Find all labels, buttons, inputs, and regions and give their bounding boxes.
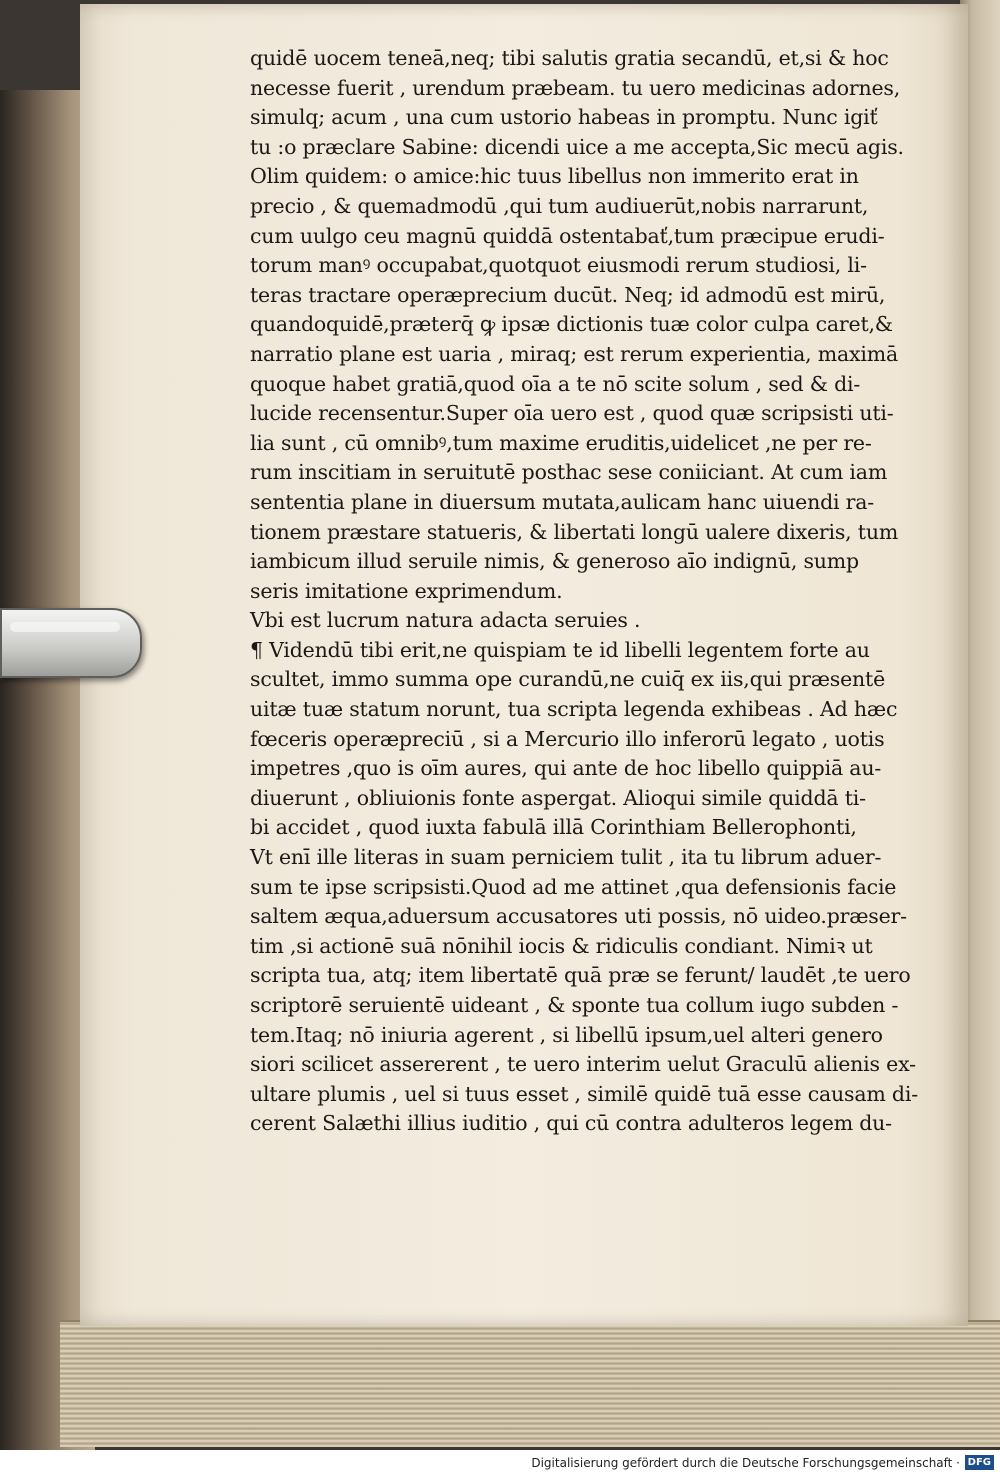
- text-line: Vbi est lucrum natura adacta seruies .: [250, 608, 641, 633]
- text-line: quandoquidē,præterq̄ ꝙ ipsæ dictionis tuæ color culpa caret,&: [250, 312, 893, 337]
- text-line: sententia plane in diuersum mutata,aulicam hanc uiuendi ra-: [250, 489, 875, 514]
- text-line: cum uulgo ceu magnū quiddā ostentabať,tum præcipue erudi-: [250, 223, 885, 248]
- footer-credit: Digitalisierung gefördert durch die Deutsche Forschungsgemeinschaft ·: [531, 1456, 960, 1470]
- bookmark-clip: [0, 608, 142, 678]
- text-line: tu :o præclare Sabine: dicendi uice a me accepta,Sic mecū agis.: [250, 134, 904, 159]
- text-line: seris imitatione exprimendum.: [250, 578, 563, 603]
- text-line: impetres ,quo is oīm aures, qui ante de hoc libello quippiā au-: [250, 756, 882, 781]
- text-line: rum inscitiam in seruitutē posthac sese coniiciant. At cum iam: [250, 460, 888, 485]
- text-line: cerent Salæthi illius iuditio , qui cū contra adulteros legem du-: [250, 1111, 892, 1136]
- text-line: tionem præstare statueris, & libertati longū ualere dixeris, tum: [250, 519, 899, 544]
- text-line: ultare plumis , uel si tuus esset , similē quidē tuā esse causam di-: [250, 1081, 918, 1106]
- text-line: narratio plane est uaria , miraq; est rerum experientia, maximā: [250, 341, 898, 366]
- text-line: Vt enī ille literas in suam perniciem tulit , ita tu librum aduer-: [250, 845, 882, 870]
- text-line: scultet, immo summa ope curandū,ne cuiq̄ ex iis,qui præsentē: [250, 667, 886, 692]
- text-line: bi accidet , quod iuxta fabulā illā Corinthiam Bellerophonti,: [250, 815, 857, 840]
- text-line: quidē uocem teneā,neq; tibi salutis gratia secandū, et,si & hoc: [250, 46, 889, 70]
- text-line: scripta tua, atq; item libertatē quā præ se ferunt/ laudēt ,te uero: [250, 963, 911, 988]
- text-line: lucide recensentur.Super oīa uero est , quod quæ scripsisti uti-: [250, 401, 894, 426]
- text-line: simulq; acum , una cum ustorio habeas in promptu. Nunc igiť: [250, 105, 878, 130]
- text-line: fœceris operæpreciū , si a Mercurio illo inferorū legato , uotis: [250, 726, 885, 751]
- text-line: scriptorē seruientē uideant , & sponte tua collum iugo subden -: [250, 993, 899, 1017]
- page-text: [250, 44, 940, 1139]
- text-line: tem.Itaq; nō iniuria agerent , si libellū ipsum,uel alteri genero: [250, 1022, 883, 1047]
- text-line: uitæ tuæ statum norunt, tua scripta legenda exhibeas . Ad hæc: [250, 697, 898, 722]
- text-line: teras tractare operæprecium ducūt. Neq; id admodū est mirū,: [250, 282, 886, 307]
- book-page-edges: [60, 1320, 1000, 1447]
- dfg-logo: DFG: [965, 1455, 994, 1470]
- text-line: torum manꝰ occupabat,quotquot eiusmodi rerum studiosi, li-: [250, 253, 867, 278]
- text-line: quoque habet gratiā,quod oīa a te nō scite solum , sed & di-: [250, 371, 861, 396]
- text-line: necesse fuerit , urendum præbeam. tu uero medicinas adornes,: [250, 75, 901, 100]
- text-line: iambicum illud seruile nimis, & generoso aīo indignū, sump: [250, 549, 859, 574]
- text-line: diuerunt , obliuionis fonte aspergat. Alioqui simile quiddā ti-: [250, 785, 866, 810]
- text-line: ¶ Videndū tibi erit,ne quispiam te id libelli legentem forte au: [250, 637, 870, 662]
- text-line: Olim quidem: o amice:hic tuus libellus non immerito erat in: [250, 164, 859, 189]
- text-line: sum te ipse scripsisti.Quod ad me attinet ,qua defensionis facie: [250, 874, 897, 899]
- text-line: siori scilicet assererent , te uero interim uelut Graculū alienis ex-: [250, 1052, 916, 1077]
- text-line: saltem æqua,aduersum accusatores uti possis, nō uideo.præser-: [250, 904, 907, 929]
- text-line: precio , & quemadmodū ,qui tum audiuerūt,nobis narrarunt,: [250, 193, 869, 218]
- text-line: tim ,si actionē suā nōnihil iocis & ridiculis condiant. Nimiꝛ ut: [250, 933, 873, 958]
- text-line: lia sunt , cū omnibꝰ,tum maxime eruditis,uidelicet ,ne per re-: [250, 430, 872, 455]
